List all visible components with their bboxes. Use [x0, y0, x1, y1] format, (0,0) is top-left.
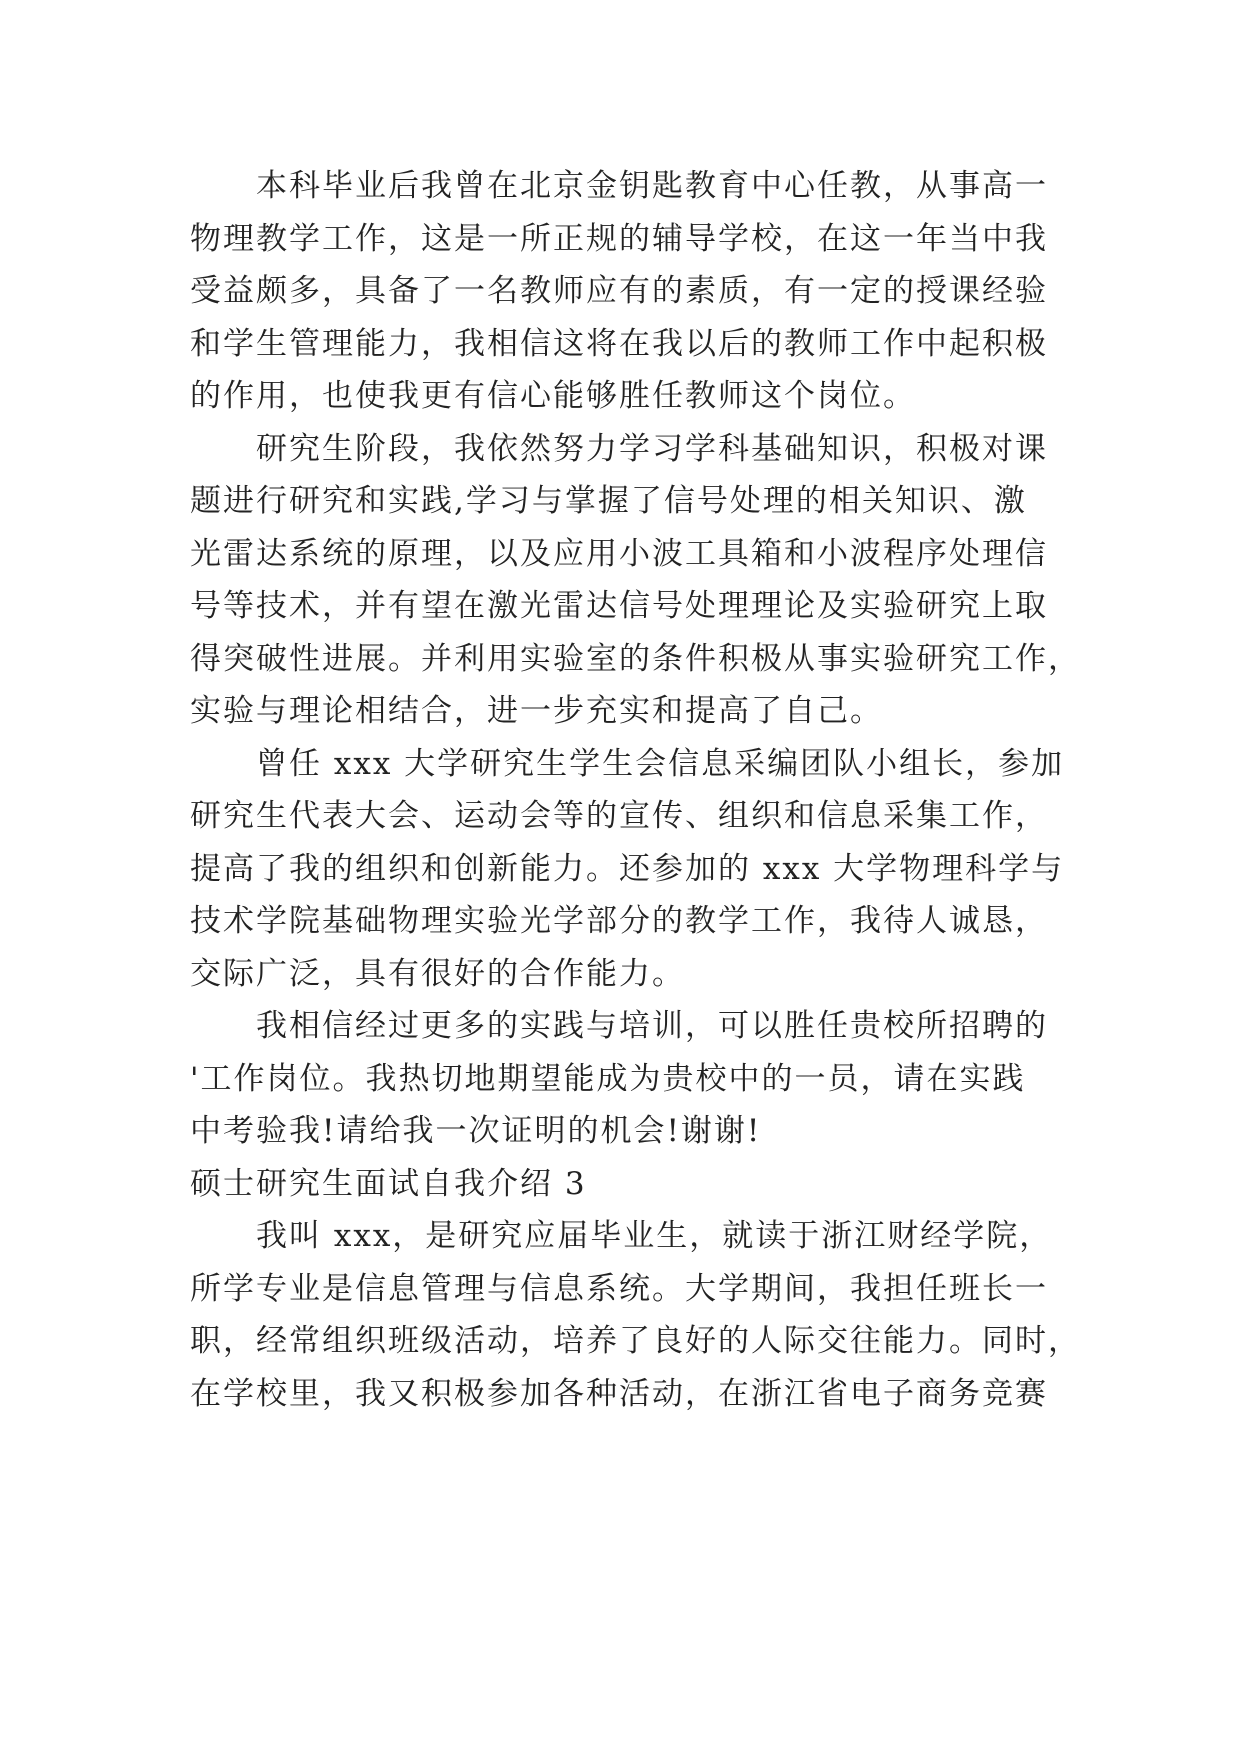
document-body — [190, 160, 1081, 1420]
text-line: 的作用，也使我更有信心能够胜任教师这个岗位。 — [190, 378, 916, 414]
text-line: 研究生阶段，我依然努力学习学科基础知识，积极对课 — [256, 430, 1048, 467]
section-heading: 硕士研究生面试自我介绍 3 — [190, 1165, 587, 1202]
text-line: 号等技术，并有望在激光雷达信号处理理论及实验研究上取 — [190, 588, 1048, 624]
text-line: 职，经常组织班级活动，培养了良好的人际交往能力。同时， — [190, 1323, 1081, 1359]
text-line: 本科毕业后我曾在北京金钥匙教育中心任教，从事高一 — [256, 168, 1048, 204]
text-line: 实验与理论相结合，进一步充实和提高了自己。 — [190, 693, 883, 729]
text-line: 中考验我!请给我一次证明的机会!谢谢! — [190, 1113, 762, 1149]
text-line: 我叫 xxx，是研究应届毕业生，就读于浙江财经学院， — [256, 1218, 1053, 1254]
text-line: 我相信经过更多的实践与培训，可以胜任贵校所招聘的 — [256, 1008, 1048, 1044]
text-line: 物理教学工作，这是一所正规的辅导学校，在这一年当中我 — [190, 220, 1048, 257]
text-line: 和学生管理能力，我相信这将在我以后的教师工作中起积极 — [190, 325, 1048, 362]
text-line: 得突破性进展。并利用实验室的条件积极从事实验研究工作， — [190, 640, 1081, 677]
text-line: 研究生代表大会、运动会等的宣传、组织和信息采集工作， — [190, 798, 1048, 834]
text-line: 技术学院基础物理实验光学部分的教学工作，我待人诚恳， — [190, 903, 1048, 939]
text-line: '工作岗位。我热切地期望能成为贵校中的一员，请在实践 — [190, 1060, 1026, 1097]
text-line: 曾任 xxx 大学研究生学生会信息采编团队小组长，参加 — [256, 745, 1065, 782]
text-line: 光雷达系统的原理，以及应用小波工具箱和小波程序处理信 — [190, 535, 1048, 572]
text-line: 题进行研究和实践,学习与掌握了信号处理的相关知识、激 — [190, 483, 1027, 519]
text-line: 交际广泛，具有很好的合作能力。 — [190, 955, 685, 992]
text-line: 受益颇多，具备了一名教师应有的素质，有一定的授课经验 — [190, 273, 1048, 309]
text-line: 所学专业是信息管理与信息系统。大学期间，我担任班长一 — [190, 1270, 1048, 1307]
text-line: 提高了我的组织和创新能力。还参加的 xxx 大学物理科学与 — [190, 850, 1065, 887]
text-line: 在学校里，我又积极参加各种活动，在浙江省电子商务竞赛 — [190, 1375, 1048, 1412]
